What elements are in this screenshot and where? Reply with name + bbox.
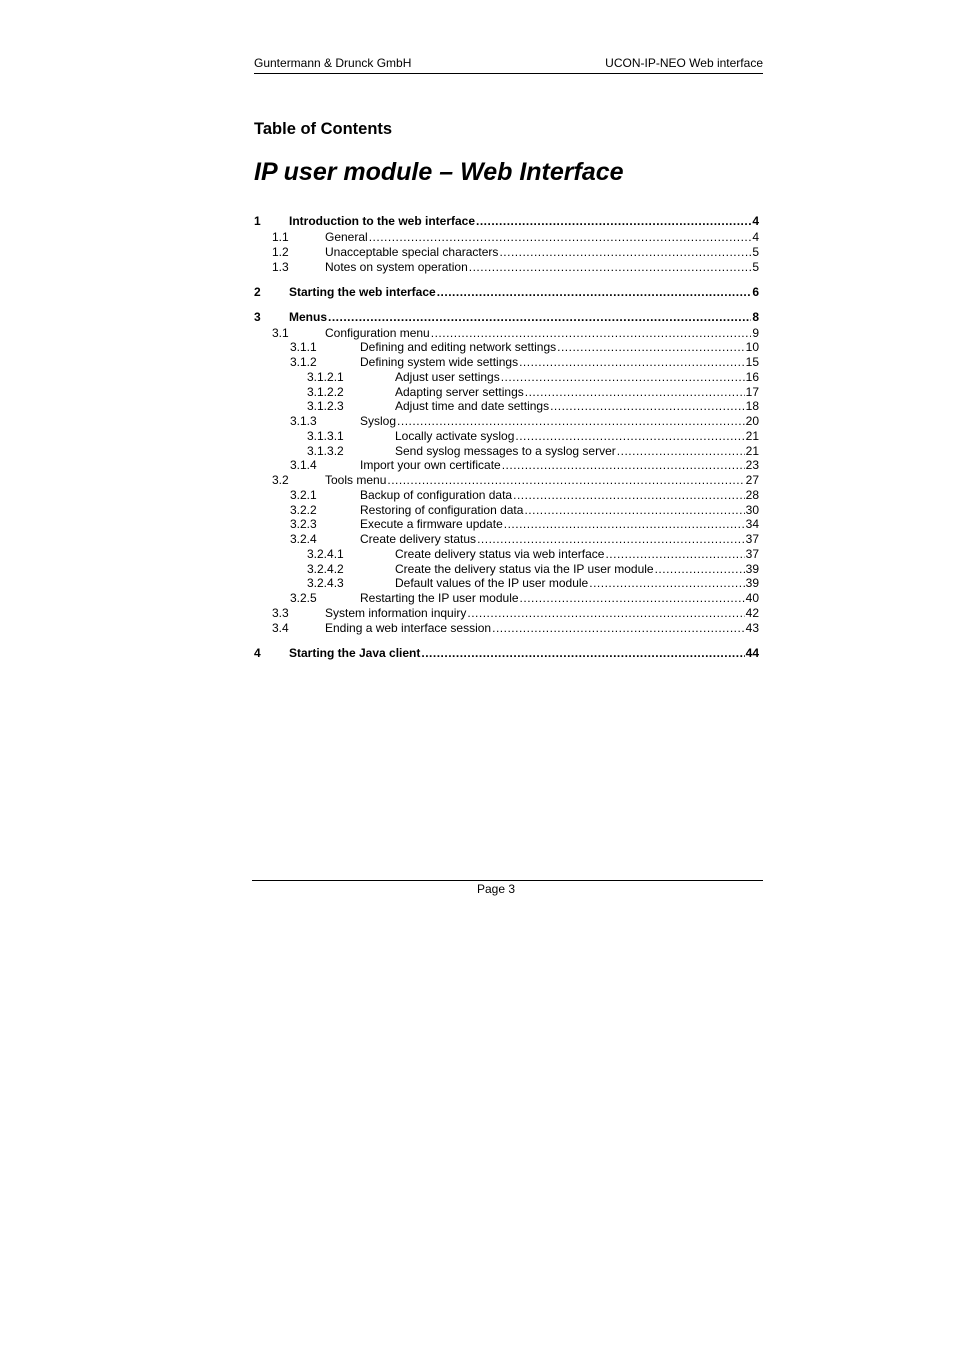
toc-entry-title: Notes on system operation bbox=[325, 259, 468, 274]
toc-entry-title: Syslog bbox=[360, 414, 397, 428]
toc-entry bbox=[254, 355, 759, 370]
toc-dot-leader bbox=[617, 444, 745, 459]
toc-entry-page: 37 bbox=[745, 532, 759, 546]
toc-entry bbox=[254, 562, 759, 577]
toc-entry bbox=[254, 621, 759, 636]
toc-entry-title: General bbox=[325, 230, 368, 244]
toc-dot-leader bbox=[515, 429, 744, 444]
toc-entry-title: Adjust time and date settings bbox=[395, 399, 550, 414]
toc-entry-title: Defining system wide settings bbox=[360, 355, 519, 369]
toc-dot-leader bbox=[467, 606, 744, 621]
toc-entry-number: 3.2 bbox=[272, 473, 289, 487]
toc-entry-title: Unacceptable special characters bbox=[325, 244, 499, 259]
toc-entry-title: Tools menu bbox=[325, 473, 387, 487]
toc-entry bbox=[254, 429, 759, 444]
toc-entry bbox=[254, 285, 759, 300]
toc-entry bbox=[254, 532, 759, 547]
toc-entry-number: 3.2.5 bbox=[290, 591, 317, 605]
toc-entry-title: Restarting the IP user module bbox=[360, 591, 519, 605]
toc-entry-page: 28 bbox=[745, 487, 759, 502]
toc-entry-number: 3.1.3.2 bbox=[307, 443, 344, 458]
toc-entry-page: 34 bbox=[745, 517, 759, 532]
toc-entry bbox=[254, 340, 759, 355]
toc-entry-number: 4 bbox=[254, 645, 261, 660]
toc-entry bbox=[254, 245, 759, 260]
toc-dot-leader bbox=[605, 547, 744, 562]
toc-entry-title: Execute a firmware update bbox=[360, 517, 503, 532]
toc-dot-leader bbox=[520, 591, 745, 606]
footer-page-number: Page 3 bbox=[476, 882, 516, 896]
toc-entry-page: 40 bbox=[745, 591, 759, 605]
toc-entry bbox=[254, 576, 759, 591]
toc-entry bbox=[254, 326, 759, 341]
toc-entry-page: 16 bbox=[745, 369, 759, 384]
toc-entry bbox=[254, 473, 759, 488]
toc-entry-page: 5 bbox=[752, 244, 759, 259]
toc-entry-page: 39 bbox=[745, 561, 759, 576]
toc-entry-page: 37 bbox=[745, 546, 759, 561]
toc-entry-number: 1 bbox=[254, 214, 261, 228]
toc-dot-leader bbox=[655, 562, 745, 577]
toc-entry-title: Adapting server settings bbox=[395, 384, 524, 399]
toc-entry-number: 3.1.1 bbox=[290, 340, 317, 355]
toc-entry-number: 3.2.4.3 bbox=[307, 576, 344, 591]
toc-entry bbox=[254, 214, 759, 229]
toc-entry-page: 43 bbox=[745, 620, 759, 635]
toc-entry-title: Send syslog messages to a syslog server bbox=[395, 443, 616, 458]
toc-dot-leader bbox=[431, 326, 752, 341]
toc-dot-leader bbox=[397, 414, 745, 429]
toc-entry bbox=[254, 385, 759, 400]
toc-entry-number: 3.1.4 bbox=[290, 458, 317, 473]
toc-entry-number: 3.2.4.1 bbox=[307, 546, 344, 561]
toc-entry-number: 2 bbox=[254, 284, 261, 299]
toc-entry bbox=[254, 230, 759, 245]
toc-dot-leader bbox=[477, 532, 745, 547]
toc-entry-title: Adjust user settings bbox=[395, 369, 500, 384]
toc-dot-leader bbox=[492, 621, 745, 636]
toc-entry bbox=[254, 444, 759, 459]
toc-entry-page: 21 bbox=[745, 428, 759, 443]
toc-dot-leader bbox=[557, 340, 745, 355]
toc-entry-page: 6 bbox=[752, 284, 759, 299]
toc-entry-title: Create delivery status via web interface bbox=[395, 546, 605, 561]
toc-entry-title: Default values of the IP user module bbox=[395, 576, 589, 591]
toc-entry bbox=[254, 517, 759, 532]
toc-entry-title: Starting the web interface bbox=[289, 284, 436, 299]
toc-entry-number: 3 bbox=[254, 309, 261, 324]
header-product: UCON-IP-NEO Web interface bbox=[605, 56, 763, 70]
toc-entry bbox=[254, 591, 759, 606]
toc-entry bbox=[254, 606, 759, 621]
toc-entry-page: 10 bbox=[745, 340, 759, 355]
page-header bbox=[254, 55, 763, 74]
toc-entry-number: 3.1.2.3 bbox=[307, 399, 344, 414]
toc-entry-number: 3.4 bbox=[272, 620, 289, 635]
header-company: Guntermann & Drunck GmbH bbox=[254, 56, 412, 70]
toc-dot-leader bbox=[525, 385, 745, 400]
toc-entry-number: 3.3 bbox=[272, 605, 289, 620]
toc-entry-number: 3.2.3 bbox=[290, 517, 317, 532]
toc-entry bbox=[254, 646, 759, 661]
toc-entry-number: 1.1 bbox=[272, 230, 289, 244]
toc-entry-page: 15 bbox=[745, 355, 759, 369]
toc-entry bbox=[254, 370, 759, 385]
toc-dot-leader bbox=[369, 230, 752, 245]
toc-entry-page: 39 bbox=[745, 576, 759, 591]
toc-entry-page: 42 bbox=[745, 605, 759, 620]
toc-entry-title: Configuration menu bbox=[325, 325, 430, 340]
toc-entry-page: 20 bbox=[745, 414, 759, 428]
toc-entry bbox=[254, 399, 759, 414]
toc-entry-number: 3.1 bbox=[272, 325, 289, 340]
toc-entry-page: 17 bbox=[745, 384, 759, 399]
document-title: IP user module – Web Interface bbox=[254, 158, 624, 186]
toc-dot-leader bbox=[387, 473, 744, 488]
toc-entry-number: 3.2.4.2 bbox=[307, 561, 344, 576]
toc-entry bbox=[254, 458, 759, 473]
toc-entry-title: Starting the Java client bbox=[289, 645, 421, 660]
toc-dot-leader bbox=[437, 285, 752, 300]
toc-entry-number: 3.1.3.1 bbox=[307, 428, 344, 443]
toc-entry-page: 30 bbox=[745, 502, 759, 517]
toc-entry-page: 5 bbox=[752, 259, 759, 274]
toc-entry-title: Create the delivery status via the IP user module bbox=[395, 561, 654, 576]
toc-entry-page: 21 bbox=[745, 443, 759, 458]
toc-entry bbox=[254, 414, 759, 429]
toc-entry-title: Locally activate syslog bbox=[395, 428, 515, 443]
toc-entry-title: Create delivery status bbox=[360, 532, 477, 546]
toc-entry-page: 23 bbox=[745, 458, 759, 473]
toc-entry-page: 9 bbox=[752, 325, 759, 340]
toc-entry-number: 3.1.2.2 bbox=[307, 384, 344, 399]
toc-entry-page: 4 bbox=[752, 214, 759, 228]
toc-entry-page: 18 bbox=[745, 399, 759, 414]
toc-entry bbox=[254, 488, 759, 503]
toc-dot-leader bbox=[499, 245, 751, 260]
toc-entry-number: 3.2.4 bbox=[290, 532, 317, 546]
toc-entry-page: 8 bbox=[752, 309, 759, 324]
toc-entry-title: Restoring of configuration data bbox=[360, 502, 524, 517]
toc-entry-title: System information inquiry bbox=[325, 605, 467, 620]
toc-entry-number: 1.3 bbox=[272, 259, 289, 274]
toc-dot-leader bbox=[328, 310, 751, 325]
toc-dot-leader bbox=[476, 214, 751, 229]
toc-entry bbox=[254, 503, 759, 518]
toc-heading: Table of Contents bbox=[254, 120, 393, 138]
toc-entry-number: 3.1.2.1 bbox=[307, 369, 344, 384]
toc-entry-number: 3.1.3 bbox=[290, 414, 317, 428]
toc-dot-leader bbox=[589, 576, 744, 591]
toc-entry-page: 27 bbox=[745, 473, 759, 487]
toc-entry-title: Import your own certificate bbox=[360, 458, 501, 473]
toc-entry-page: 44 bbox=[745, 645, 759, 660]
toc-entry-title: Backup of configuration data bbox=[360, 487, 513, 502]
toc-entry-title: Ending a web interface session bbox=[325, 620, 492, 635]
toc-entry-number: 1.2 bbox=[272, 244, 289, 259]
toc-entry-title: Introduction to the web interface bbox=[289, 214, 476, 228]
toc-dot-leader bbox=[469, 260, 752, 275]
toc-entry-number: 3.2.1 bbox=[290, 487, 317, 502]
toc-dot-leader bbox=[524, 503, 744, 518]
toc-dot-leader bbox=[421, 646, 744, 661]
toc-entry-number: 3.2.2 bbox=[290, 502, 317, 517]
toc-entry-page: 4 bbox=[752, 230, 759, 244]
toc-entry bbox=[254, 310, 759, 325]
footer-divider bbox=[252, 880, 763, 881]
toc-entry bbox=[254, 547, 759, 562]
toc-dot-leader bbox=[513, 488, 745, 503]
toc-entry-title: Defining and editing network settings bbox=[360, 340, 557, 355]
toc-dot-leader bbox=[519, 355, 745, 370]
toc-dot-leader bbox=[504, 517, 745, 532]
toc-entry bbox=[254, 260, 759, 275]
toc-entry-number: 3.1.2 bbox=[290, 355, 317, 369]
toc-dot-leader bbox=[550, 399, 745, 414]
toc-dot-leader bbox=[501, 370, 745, 385]
toc-dot-leader bbox=[502, 458, 745, 473]
toc-entry-title: Menus bbox=[289, 309, 328, 324]
